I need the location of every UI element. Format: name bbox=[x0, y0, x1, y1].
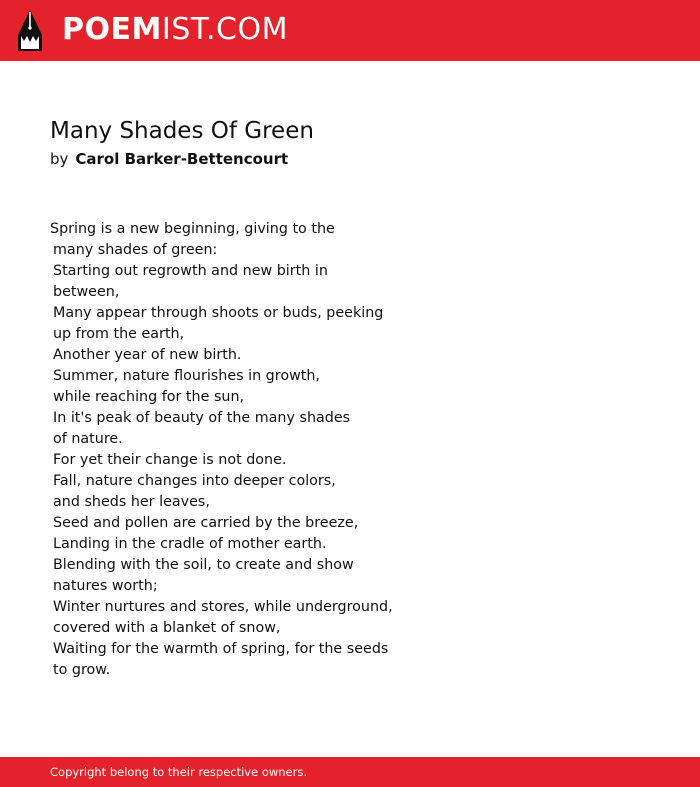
poem-line: Blending with the soil, to create and show bbox=[53, 557, 354, 573]
poem-line: and sheds her leaves, bbox=[53, 494, 210, 510]
poem-line: up from the earth, bbox=[53, 326, 185, 342]
author-name: Carol Barker-Bettencourt bbox=[75, 150, 289, 168]
poem-line: Spring is a new beginning, giving to the bbox=[50, 221, 335, 237]
logo-text-light: IST.COM bbox=[161, 12, 288, 47]
poem-line: between, bbox=[53, 284, 120, 300]
poem-line: to grow. bbox=[53, 662, 111, 678]
poem-line: In it's peak of beauty of the many shades bbox=[53, 410, 351, 426]
site-footer bbox=[0, 757, 700, 787]
copyright-text: Copyright belong to their respective owners. bbox=[50, 765, 308, 779]
poem-line: of nature. bbox=[53, 431, 123, 447]
poem-line: Fall, nature changes into deeper colors, bbox=[53, 473, 336, 489]
site-logo[interactable] bbox=[62, 11, 288, 49]
poem-line: Seed and pollen are carried by the breeze, bbox=[53, 515, 359, 531]
poem-line: Another year of new birth. bbox=[53, 347, 242, 363]
poem-line: many shades of green: bbox=[53, 242, 218, 258]
pen-nib-icon[interactable] bbox=[16, 9, 44, 52]
by-label: by bbox=[50, 150, 69, 168]
poem-line: Starting out regrowth and new birth in bbox=[53, 263, 328, 279]
poem-line: Summer, nature flourishes in growth, bbox=[53, 368, 320, 384]
poem-line: natures worth; bbox=[53, 578, 158, 594]
poem-line: Many appear through shoots or buds, peeking bbox=[53, 305, 384, 321]
poem-line: Landing in the cradle of mother earth. bbox=[53, 536, 327, 552]
byline bbox=[50, 148, 288, 170]
poem-line: while reaching for the sun, bbox=[53, 389, 245, 405]
site-header bbox=[0, 0, 700, 61]
poem-line: For yet their change is not done. bbox=[53, 452, 287, 468]
poem-body bbox=[50, 219, 430, 681]
poem-line: Waiting for the warmth of spring, for the seeds bbox=[53, 641, 389, 657]
poem-line: covered with a blanket of snow, bbox=[53, 620, 281, 636]
logo-text-bold: POEM bbox=[62, 12, 162, 47]
poem-title: Many Shades Of Green bbox=[50, 118, 314, 144]
poem-line: Winter nurtures and stores, while underground, bbox=[53, 599, 393, 615]
